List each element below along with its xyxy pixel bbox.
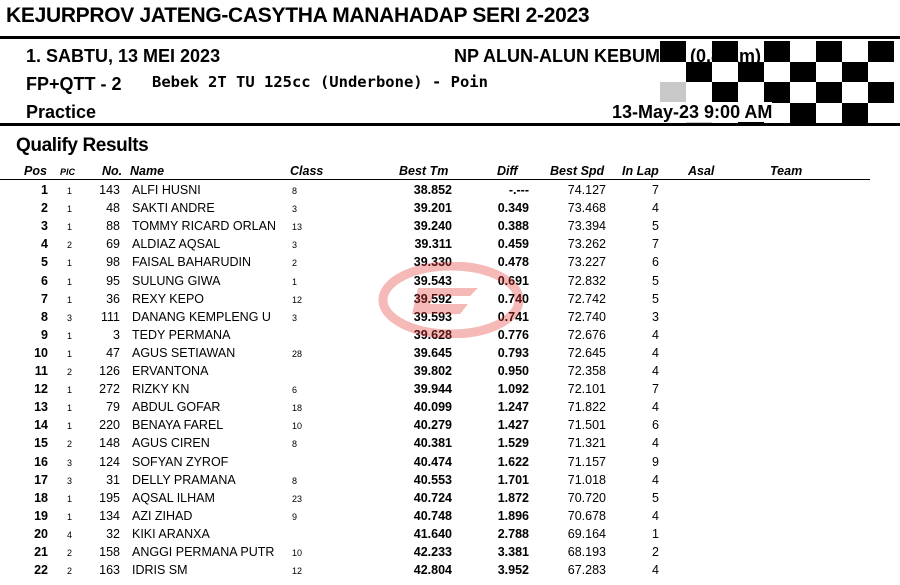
row-pic: 3 (67, 312, 73, 323)
row-best-time: 40.381 (413, 436, 452, 451)
row-best-time: 40.553 (413, 472, 452, 487)
row-class: 3 (292, 204, 298, 215)
checker-square (842, 62, 868, 83)
row-name: DELLY PRAMANA (132, 472, 236, 487)
row-name: TEDY PERMANA (132, 327, 231, 342)
row-number: 48 (106, 201, 120, 216)
row-pos: 6 (41, 273, 48, 288)
row-in-lap: 4 (652, 436, 659, 451)
row-best-speed: 67.283 (567, 563, 606, 578)
row-pic: 3 (67, 457, 73, 468)
row-best-speed: 71.018 (567, 472, 606, 487)
row-in-lap: 4 (652, 345, 659, 360)
row-best-time: 39.944 (413, 382, 452, 397)
row-name: SOFYAN ZYROF (132, 454, 229, 469)
row-class: 10 (292, 421, 303, 432)
row-best-speed: 73.262 (567, 237, 606, 252)
row-in-lap: 4 (652, 472, 659, 487)
row-number: 272 (99, 382, 120, 397)
header-bottom-rule (0, 123, 900, 126)
row-class: 3 (292, 240, 298, 251)
row-diff: 0.741 (497, 309, 529, 324)
row-name: IDRIS SM (132, 563, 188, 578)
row-diff: 0.950 (497, 364, 529, 378)
table-row (0, 236, 900, 254)
row-pos: 4 (41, 237, 48, 252)
row-name: REXY KEPO (132, 291, 205, 306)
row-best-time: 39.592 (413, 291, 452, 306)
row-best-speed: 73.394 (567, 219, 606, 234)
row-class: 2 (292, 258, 298, 269)
row-class: 23 (292, 493, 303, 504)
row-best-speed: 70.678 (567, 508, 606, 523)
row-best-time: 39.543 (413, 273, 452, 288)
checker-square (764, 41, 790, 62)
table-row (0, 454, 900, 472)
checker-square (868, 82, 894, 103)
row-name: SULUNG GIWA (132, 273, 221, 288)
row-pic: 1 (67, 493, 73, 504)
row-class: 13 (292, 222, 303, 233)
row-name: AGUS SETIAWAN (132, 345, 236, 360)
row-number: 32 (106, 526, 120, 541)
row-number: 79 (106, 400, 120, 415)
row-pos: 14 (34, 418, 48, 433)
session-code: FP+QTT - 2 (26, 74, 122, 94)
row-pos: 10 (34, 345, 48, 360)
checker-square (764, 82, 790, 103)
row-number: 69 (106, 237, 120, 252)
table-row (0, 472, 900, 490)
row-diff: 0.793 (497, 345, 529, 360)
row-name: TOMMY RICARD ORLAN (132, 219, 277, 234)
row-diff: 1.872 (497, 490, 529, 505)
row-name: AZI ZIHAD (132, 508, 193, 523)
row-pic: 2 (67, 367, 73, 377)
col-header-name: Name (130, 164, 165, 178)
row-best-time: 40.724 (413, 490, 452, 505)
row-best-time: 41.640 (413, 526, 452, 541)
row-diff: 1.247 (497, 400, 529, 415)
table-row (0, 562, 900, 580)
row-in-lap: 4 (652, 563, 659, 578)
row-in-lap: 4 (652, 364, 659, 378)
row-diff: 0.388 (497, 219, 529, 234)
row-best-speed: 72.101 (567, 382, 606, 397)
row-pos: 17 (34, 472, 48, 487)
col-header-best-spd: Best Spd (550, 164, 605, 178)
row-name: SAKTI ANDRE (132, 201, 215, 216)
row-name: KIKI ARANXA (132, 526, 210, 541)
table-header-rule (0, 179, 870, 180)
row-number: 98 (106, 255, 120, 270)
row-diff: 0.459 (497, 237, 529, 252)
row-best-time: 42.233 (413, 545, 452, 559)
row-diff: 3.381 (497, 545, 529, 559)
row-class: 8 (292, 439, 298, 450)
row-class: 28 (292, 348, 303, 359)
row-best-speed: 72.676 (567, 327, 606, 342)
row-best-time: 40.279 (413, 418, 452, 433)
row-pos: 16 (34, 454, 48, 469)
row-name: ALFI HUSNI (132, 183, 201, 197)
row-diff: 3.952 (497, 563, 529, 578)
row-pos: 18 (34, 490, 48, 505)
row-class: 6 (292, 385, 298, 396)
table-row (0, 218, 900, 236)
row-best-time: 40.474 (413, 454, 452, 469)
row-number: 124 (99, 454, 120, 469)
table-row (0, 544, 900, 562)
row-pic: 1 (67, 186, 73, 196)
checker-square (660, 82, 686, 103)
row-pos: 21 (34, 545, 48, 559)
row-class: 8 (292, 475, 298, 486)
row-in-lap: 7 (652, 183, 659, 197)
row-in-lap: 5 (652, 490, 659, 505)
row-best-time: 40.748 (413, 508, 452, 523)
row-diff: 2.788 (497, 526, 529, 541)
row-best-speed: 72.740 (567, 309, 606, 324)
row-in-lap: 4 (652, 201, 659, 216)
col-header-class: Class (290, 164, 324, 178)
row-class: 18 (292, 403, 303, 414)
row-pic: 1 (67, 222, 73, 233)
col-header-in-lap: In Lap (622, 164, 659, 178)
logo-watermark-icon (378, 262, 524, 338)
row-pic: 1 (67, 258, 73, 269)
row-best-time: 39.628 (413, 327, 452, 342)
row-name: ABDUL GOFAR (132, 400, 221, 415)
row-class: 12 (292, 566, 303, 577)
row-best-speed: 70.720 (567, 490, 606, 505)
row-best-time: 39.330 (413, 255, 452, 270)
row-best-time: 39.645 (413, 345, 452, 360)
col-header-team: Team (770, 164, 803, 178)
col-header-best-tm: Best Tm (399, 164, 449, 178)
row-pos: 11 (34, 364, 48, 378)
row-pos: 1 (41, 183, 48, 197)
row-pic: 2 (67, 439, 73, 450)
row-best-time: 39.240 (413, 219, 452, 234)
col-header-diff: Diff (497, 164, 518, 178)
col-header-pic: PIC (60, 167, 76, 177)
row-pic: 3 (67, 475, 73, 486)
row-pic: 1 (67, 330, 73, 341)
table-row (0, 508, 900, 526)
table-row (0, 490, 900, 508)
row-best-time: 38.852 (413, 183, 452, 197)
row-number: 95 (106, 273, 120, 288)
table-row (0, 435, 900, 453)
row-name: ALDIAZ AQSAL (132, 237, 221, 252)
row-best-speed: 72.742 (567, 291, 606, 306)
row-diff: 1.529 (497, 436, 529, 451)
row-pos: 19 (34, 508, 48, 523)
table-row (0, 182, 900, 200)
row-pic: 1 (67, 403, 73, 414)
row-in-lap: 7 (652, 237, 659, 252)
row-pic: 1 (67, 204, 73, 215)
table-row (0, 381, 900, 399)
race-class: Bebek 2T TU 125cc (Underbone) - Poin (152, 73, 488, 91)
row-diff: 1.427 (497, 418, 529, 433)
row-pos: 20 (34, 526, 48, 541)
session-datetime: 13-May-23 9:00 AM (612, 102, 773, 122)
row-pic: 2 (67, 240, 73, 251)
table-row (0, 417, 900, 435)
venue: NP ALUN-ALUN KEBUMEN (0.8 Km) (454, 46, 762, 66)
checker-square (816, 41, 842, 62)
row-best-time: 40.099 (413, 400, 452, 415)
row-class: 3 (292, 312, 298, 323)
row-best-speed: 73.468 (567, 201, 606, 216)
session-type: Practice (26, 102, 97, 122)
row-in-lap: 7 (652, 382, 659, 397)
row-pic: 1 (67, 348, 73, 359)
checker-square (868, 41, 894, 62)
checker-square (790, 62, 816, 83)
row-pos: 12 (34, 382, 48, 397)
row-best-speed: 68.193 (567, 545, 606, 559)
row-best-speed: 74.127 (567, 183, 606, 197)
checker-square (816, 82, 842, 103)
row-pos: 9 (41, 327, 48, 342)
row-number: 126 (99, 364, 120, 378)
row-best-speed: 71.501 (567, 418, 606, 433)
row-pos: 15 (34, 436, 48, 451)
table-row (0, 200, 900, 218)
row-class: 1 (292, 276, 298, 287)
row-pos: 5 (41, 255, 48, 270)
row-best-time: 39.201 (413, 201, 452, 216)
row-pic: 2 (67, 566, 73, 577)
row-class: 12 (292, 294, 303, 305)
row-class: 8 (292, 186, 298, 196)
header-top-rule (0, 36, 900, 39)
row-number: 220 (99, 418, 120, 433)
row-pic: 1 (67, 421, 73, 432)
row-pos: 8 (41, 309, 48, 324)
col-header-pos: Pos (24, 164, 47, 178)
row-name: RIZKY KN (132, 382, 190, 397)
row-in-lap: 4 (652, 508, 659, 523)
page-title: KEJURPROV JATENG-CASYTHA MANAHADAP SERI 2-2023 (6, 4, 590, 27)
row-pos: 22 (34, 563, 48, 578)
row-diff: 0.691 (497, 273, 529, 288)
row-diff: 0.349 (497, 201, 529, 216)
table-row (0, 399, 900, 417)
checker-square (712, 82, 738, 103)
row-pic: 1 (67, 511, 73, 522)
row-best-speed: 71.157 (567, 454, 606, 469)
row-class: 10 (292, 548, 303, 558)
row-number: 163 (99, 563, 120, 578)
event-day: 1. SABTU, 13 MEI 2023 (26, 46, 221, 66)
row-best-speed: 72.358 (567, 364, 606, 378)
row-in-lap: 5 (652, 291, 659, 306)
row-best-time: 42.804 (413, 563, 452, 578)
row-best-time: 39.311 (414, 237, 452, 252)
col-header-asal: Asal (688, 164, 715, 178)
row-in-lap: 5 (652, 219, 659, 234)
row-in-lap: 4 (652, 400, 659, 415)
row-name: AQSAL ILHAM (132, 490, 215, 505)
row-number: 47 (106, 345, 120, 360)
row-diff: 1.896 (497, 508, 529, 523)
row-in-lap: 5 (652, 273, 659, 288)
row-class: 9 (292, 511, 298, 522)
row-diff: 0.776 (497, 327, 529, 342)
section-title: Qualify Results (16, 135, 149, 156)
row-number: 158 (99, 545, 120, 559)
row-number: 36 (106, 291, 120, 306)
row-in-lap: 9 (652, 454, 659, 469)
row-pic: 1 (67, 276, 73, 287)
row-best-speed: 69.164 (567, 526, 606, 541)
row-number: 111 (100, 309, 120, 324)
row-diff: 0.740 (497, 291, 529, 306)
table-row (0, 526, 900, 544)
row-name: BENAYA FAREL (132, 418, 224, 433)
table-row (0, 345, 900, 363)
row-best-time: 39.593 (413, 309, 452, 324)
row-number: 148 (99, 436, 120, 451)
row-number: 143 (99, 183, 120, 197)
row-best-speed: 73.227 (567, 255, 606, 270)
row-number: 31 (106, 472, 120, 487)
row-best-speed: 71.822 (567, 400, 606, 415)
row-name: DANANG KEMPLENG U (132, 309, 271, 324)
row-number: 134 (99, 508, 120, 523)
row-pos: 2 (41, 201, 48, 216)
checker-square (842, 103, 868, 124)
row-diff: 0.478 (497, 255, 529, 270)
row-diff: 1.092 (497, 382, 529, 397)
row-pic: 4 (67, 529, 73, 540)
row-pic: 2 (67, 548, 73, 558)
row-best-speed: 72.645 (567, 345, 606, 360)
row-best-speed: 72.832 (567, 273, 606, 288)
row-pic: 1 (67, 294, 73, 305)
row-name: ERVANTONA (132, 364, 209, 378)
row-name: FAISAL BAHARUDIN (132, 255, 252, 270)
row-number: 88 (106, 219, 120, 234)
checker-square (790, 103, 816, 124)
col-header-no: No. (102, 164, 123, 178)
row-in-lap: 2 (652, 545, 659, 559)
row-pos: 7 (41, 291, 48, 306)
row-diff: 1.622 (497, 454, 529, 469)
table-row (0, 363, 900, 381)
row-in-lap: 3 (652, 309, 659, 324)
row-in-lap: 6 (652, 418, 659, 433)
row-pic: 1 (67, 385, 73, 396)
row-name: AGUS CIREN (132, 436, 210, 451)
row-name: ANGGI PERMANA PUTR (132, 545, 275, 559)
row-in-lap: 4 (652, 327, 659, 342)
row-best-speed: 71.321 (567, 436, 606, 451)
row-pos: 3 (41, 219, 48, 234)
row-diff: 1.701 (497, 472, 529, 487)
row-pos: 13 (34, 400, 48, 415)
row-best-time: 39.802 (413, 364, 452, 378)
row-number: 3 (113, 327, 120, 342)
row-number: 195 (99, 490, 120, 505)
row-in-lap: 6 (652, 255, 659, 270)
row-in-lap: 1 (652, 526, 659, 541)
row-diff: -.--- (508, 183, 529, 197)
